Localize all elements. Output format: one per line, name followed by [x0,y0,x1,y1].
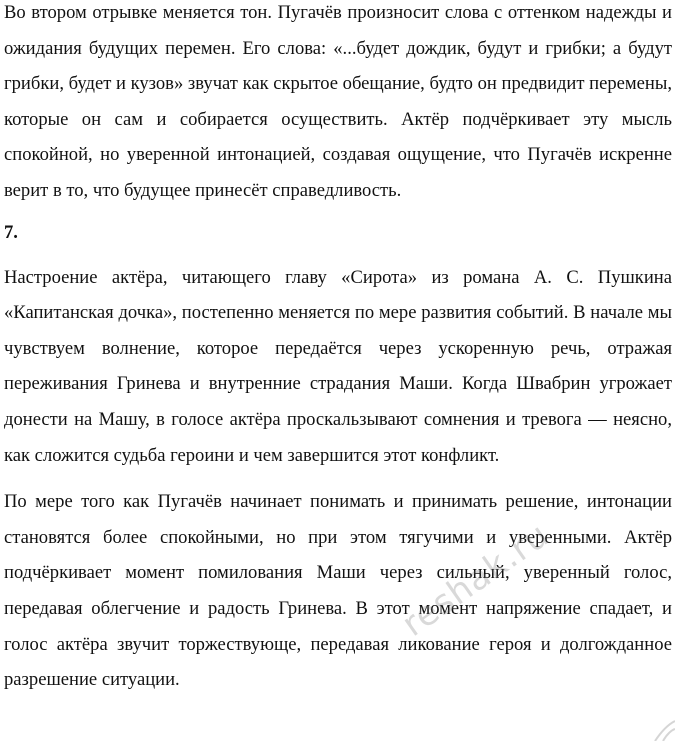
paragraph-2: Настроение актёра, читающего главу «Сирота» из романа А. С. Пушкина «Капитанская дочка», постепенно меняется по мере развития событий. В начале мы чувствуем волнение, которое передаётся через ускоренную речь, отражая переживания Гринева и внутренние страдания Маши. Когда Швабрин угрожает донести на Машу, в голосе актёра проскальзывают сомнения и тревога — неясно, как сложится судьба героини и чем завершится этот конфликт. [4,266,672,466]
corner-watermark-icon [615,701,675,741]
section-number-7: 7. [4,221,18,243]
paragraph-3: По мере того как Пугачёв начинает понимать и принимать решение, интонации становятся более спокойными, но при этом тягучими и уверенными. Актёр подчёркивает момент помилования Маши через сильный, уверенный голос, передавая облегчение и радость Гринева. В этот момент напряжение спадает, и голос актёра звучит торжествующе, передавая ликование героя и долгожданное разрешение ситуации. [4,491,672,691]
paragraph-1: Во втором отрывке меняется тон. Пугачёв произносит слова с оттенком надежды и ожидания будущих перемен. Его слова: «...будет дождик, будут и грибки; а будут грибки, будет и кузов» звучат как скрытое обещание, будто он предвидит перемены, которые он сам и собирается осуществить. Актёр подчёркивает эту мысль спокойной, но уверенной интонацией, создавая ощущение, что Пугачёв искренне верит в то, что будущее принесёт справедливость. [4,2,672,201]
document-page [4,0,672,698]
watermark: reshak.ru [395,514,557,645]
